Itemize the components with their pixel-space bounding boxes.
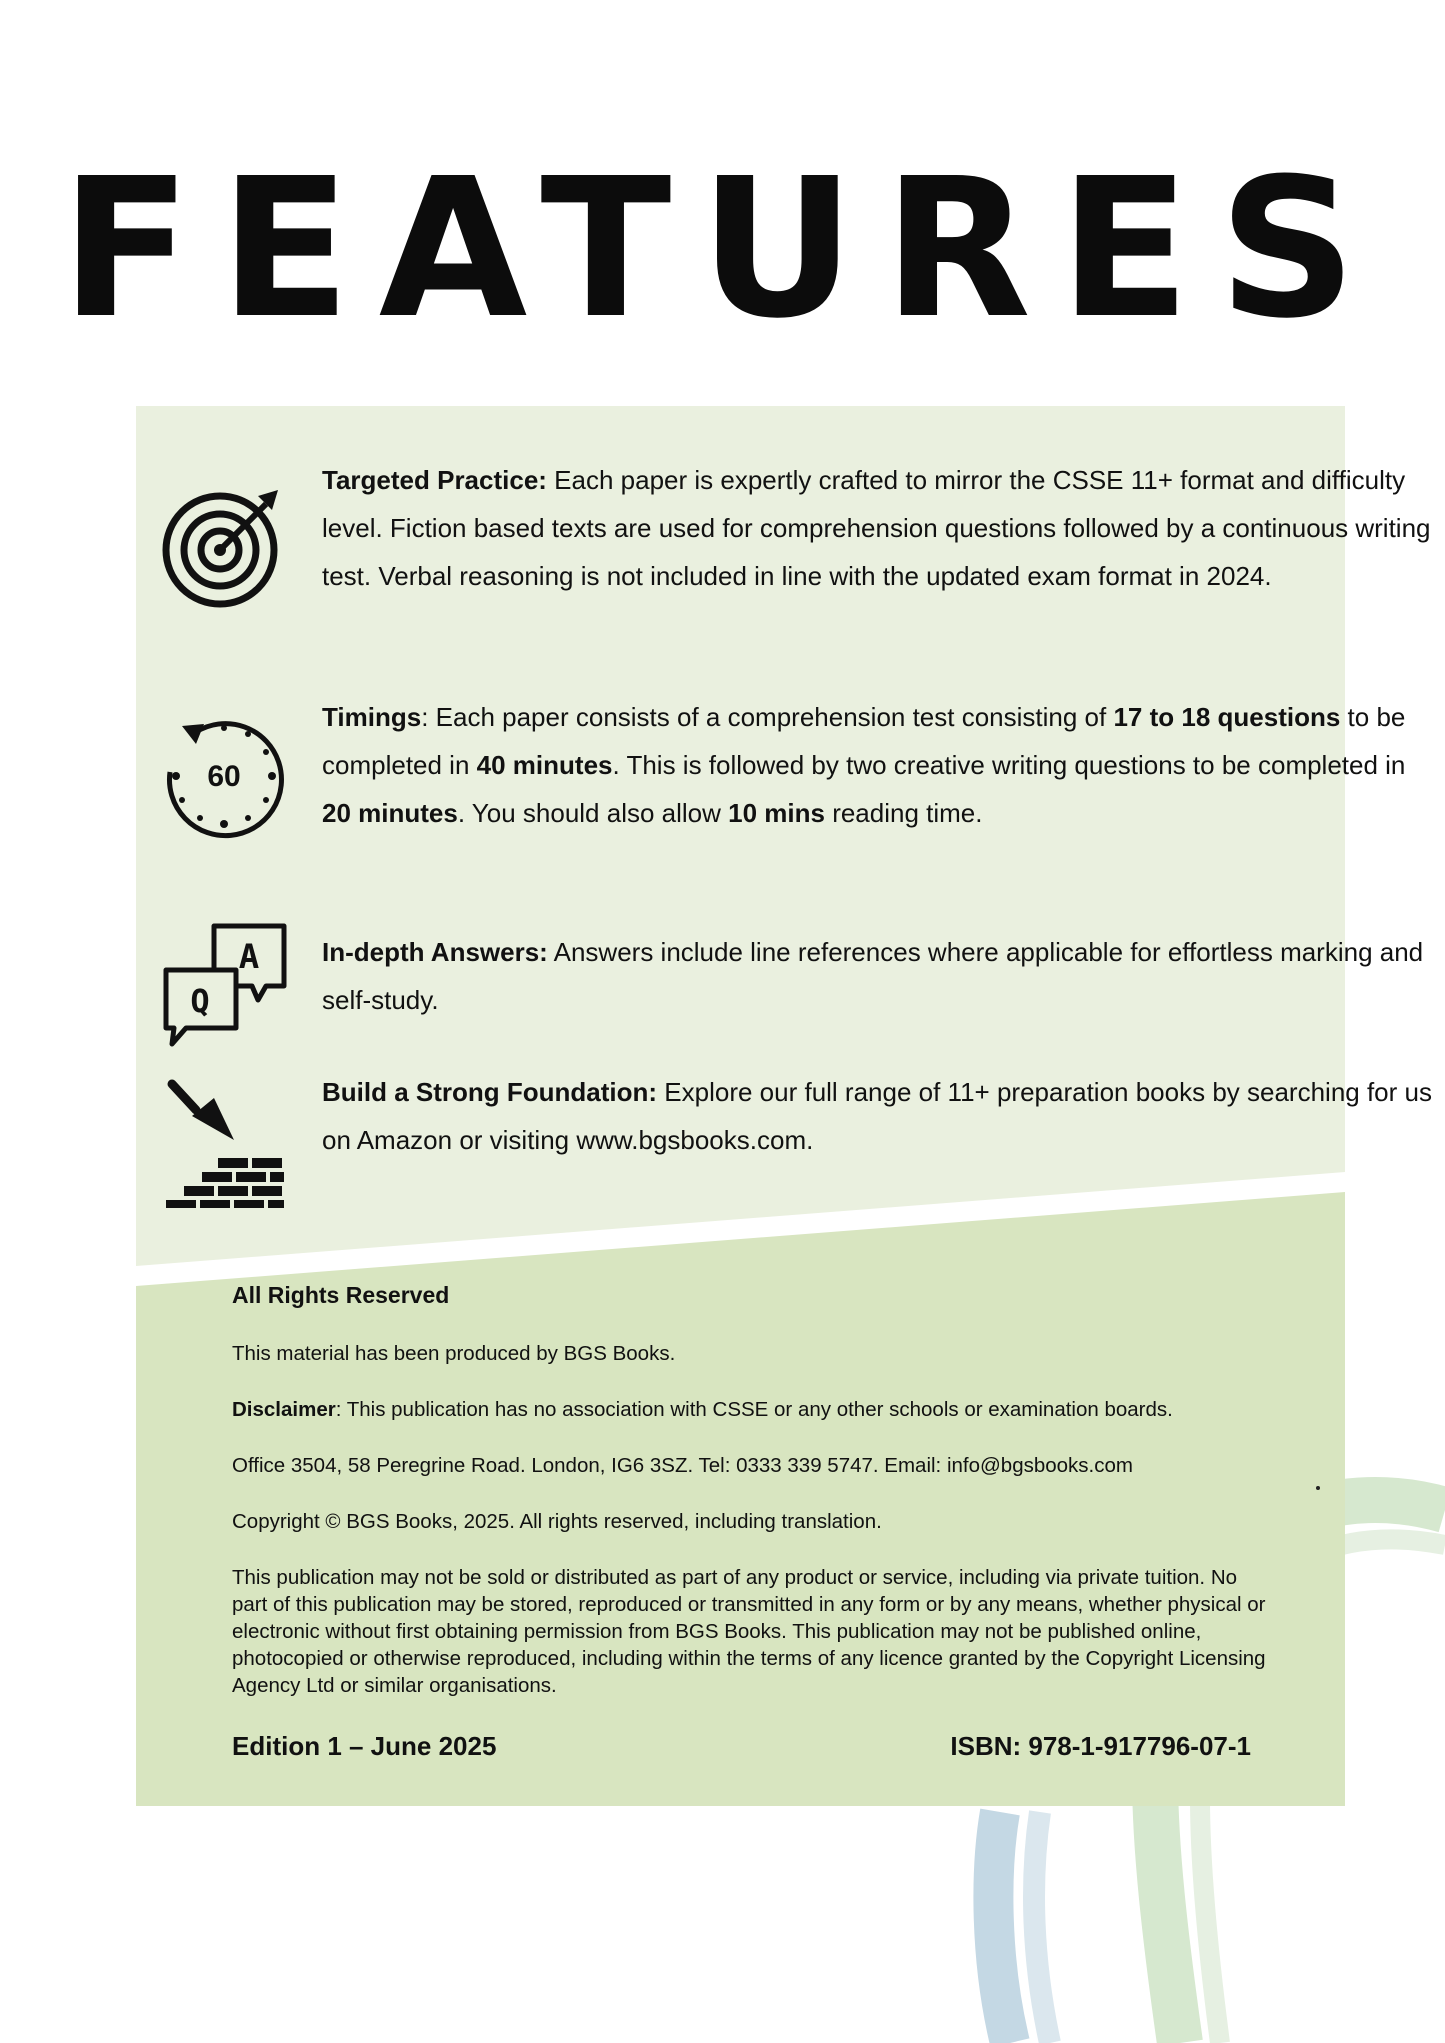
feature-strong-foundation xyxy=(322,1068,1432,1164)
feature-text: Each paper is expertly crafted to mirror the CSSE 11+ format and difficulty level. Fiction based texts are used for comprehension questions followed by a continuous writing test. Verbal reasoning is not included in line with the updated exam format in 2024. xyxy=(322,465,1431,591)
rights-heading: All Rights Reserved xyxy=(232,1282,450,1308)
feature-text: reading time. xyxy=(824,798,983,828)
feature-heading: Timings xyxy=(322,702,422,732)
feature-targeted-practice xyxy=(322,456,1432,600)
timer-icon xyxy=(162,714,286,838)
features-card xyxy=(136,406,1432,1806)
feature-text: Explore our full range of 11+ preparation books by searching for us on Amazon or visiting www.bgsbooks.com. xyxy=(322,1077,1432,1155)
feature-text: . This is followed by two creative writing questions to be completed in xyxy=(612,750,1406,780)
stray-dot xyxy=(1316,1486,1320,1490)
feature-text: Answers include line references where applicable for effortless marking and self-study. xyxy=(322,937,1424,1015)
feature-highlight: 20 minutes xyxy=(322,798,458,828)
target-icon xyxy=(162,484,286,608)
feature-highlight: 40 minutes xyxy=(476,750,613,780)
qa-icon-q: Q xyxy=(190,982,210,1020)
edition: Edition 1 – June 2025 xyxy=(232,1731,497,1761)
produced-by: This material has been produced by BGS Books. xyxy=(232,1342,676,1365)
feature-highlight: 17 to 18 questions xyxy=(1113,702,1341,732)
feature-timings xyxy=(322,693,1432,837)
qa-speech-bubbles-icon xyxy=(162,920,292,1050)
isbn: ISBN: 978-1-917796-07-1 xyxy=(950,1731,1251,1761)
terms: This publication may not be sold or distributed as part of any product or service, including via private tuition. No part of this publication may be stored, reproduced or transmitted in any form or by any means, whether physical or electronic without first obtaining permission from BGS Books. This publication may not be published online, photocopied or otherwise reproduced, including within the terms of any licence granted by the Copyright Licensing Agency Ltd or similar organisations. xyxy=(232,1566,1266,1697)
copyright: Copyright © BGS Books, 2025. All rights reserved, including translation. xyxy=(232,1510,882,1533)
feature-text: to be completed in xyxy=(322,702,1406,780)
feature-heading: In-depth Answers: xyxy=(322,937,548,967)
disclaimer xyxy=(232,1396,1272,1423)
feature-heading: Targeted Practice: xyxy=(322,465,547,495)
trowel-bricks-icon xyxy=(162,1078,286,1208)
disclaimer-text: : This publication has no association with CSSE or any other schools or examination boards. xyxy=(335,1398,1173,1421)
feature-in-depth-answers xyxy=(322,928,1432,1024)
timer-icon-label: 60 xyxy=(207,760,241,793)
disclaimer-label: Disclaimer xyxy=(232,1398,336,1421)
page-title: FEATURES xyxy=(60,138,1385,361)
feature-text: : Each paper consists of a comprehension test consisting of xyxy=(421,702,1114,732)
feature-text: . You should also allow xyxy=(457,798,729,828)
feature-heading: Build a Strong Foundation: xyxy=(322,1077,658,1107)
feature-highlight: 10 mins xyxy=(728,798,825,828)
address: Office 3504, 58 Peregrine Road. London, IG6 3SZ. Tel: 0333 339 5747. Email: info@bgsbooks.com xyxy=(232,1454,1133,1477)
qa-icon-a: A xyxy=(238,937,260,977)
